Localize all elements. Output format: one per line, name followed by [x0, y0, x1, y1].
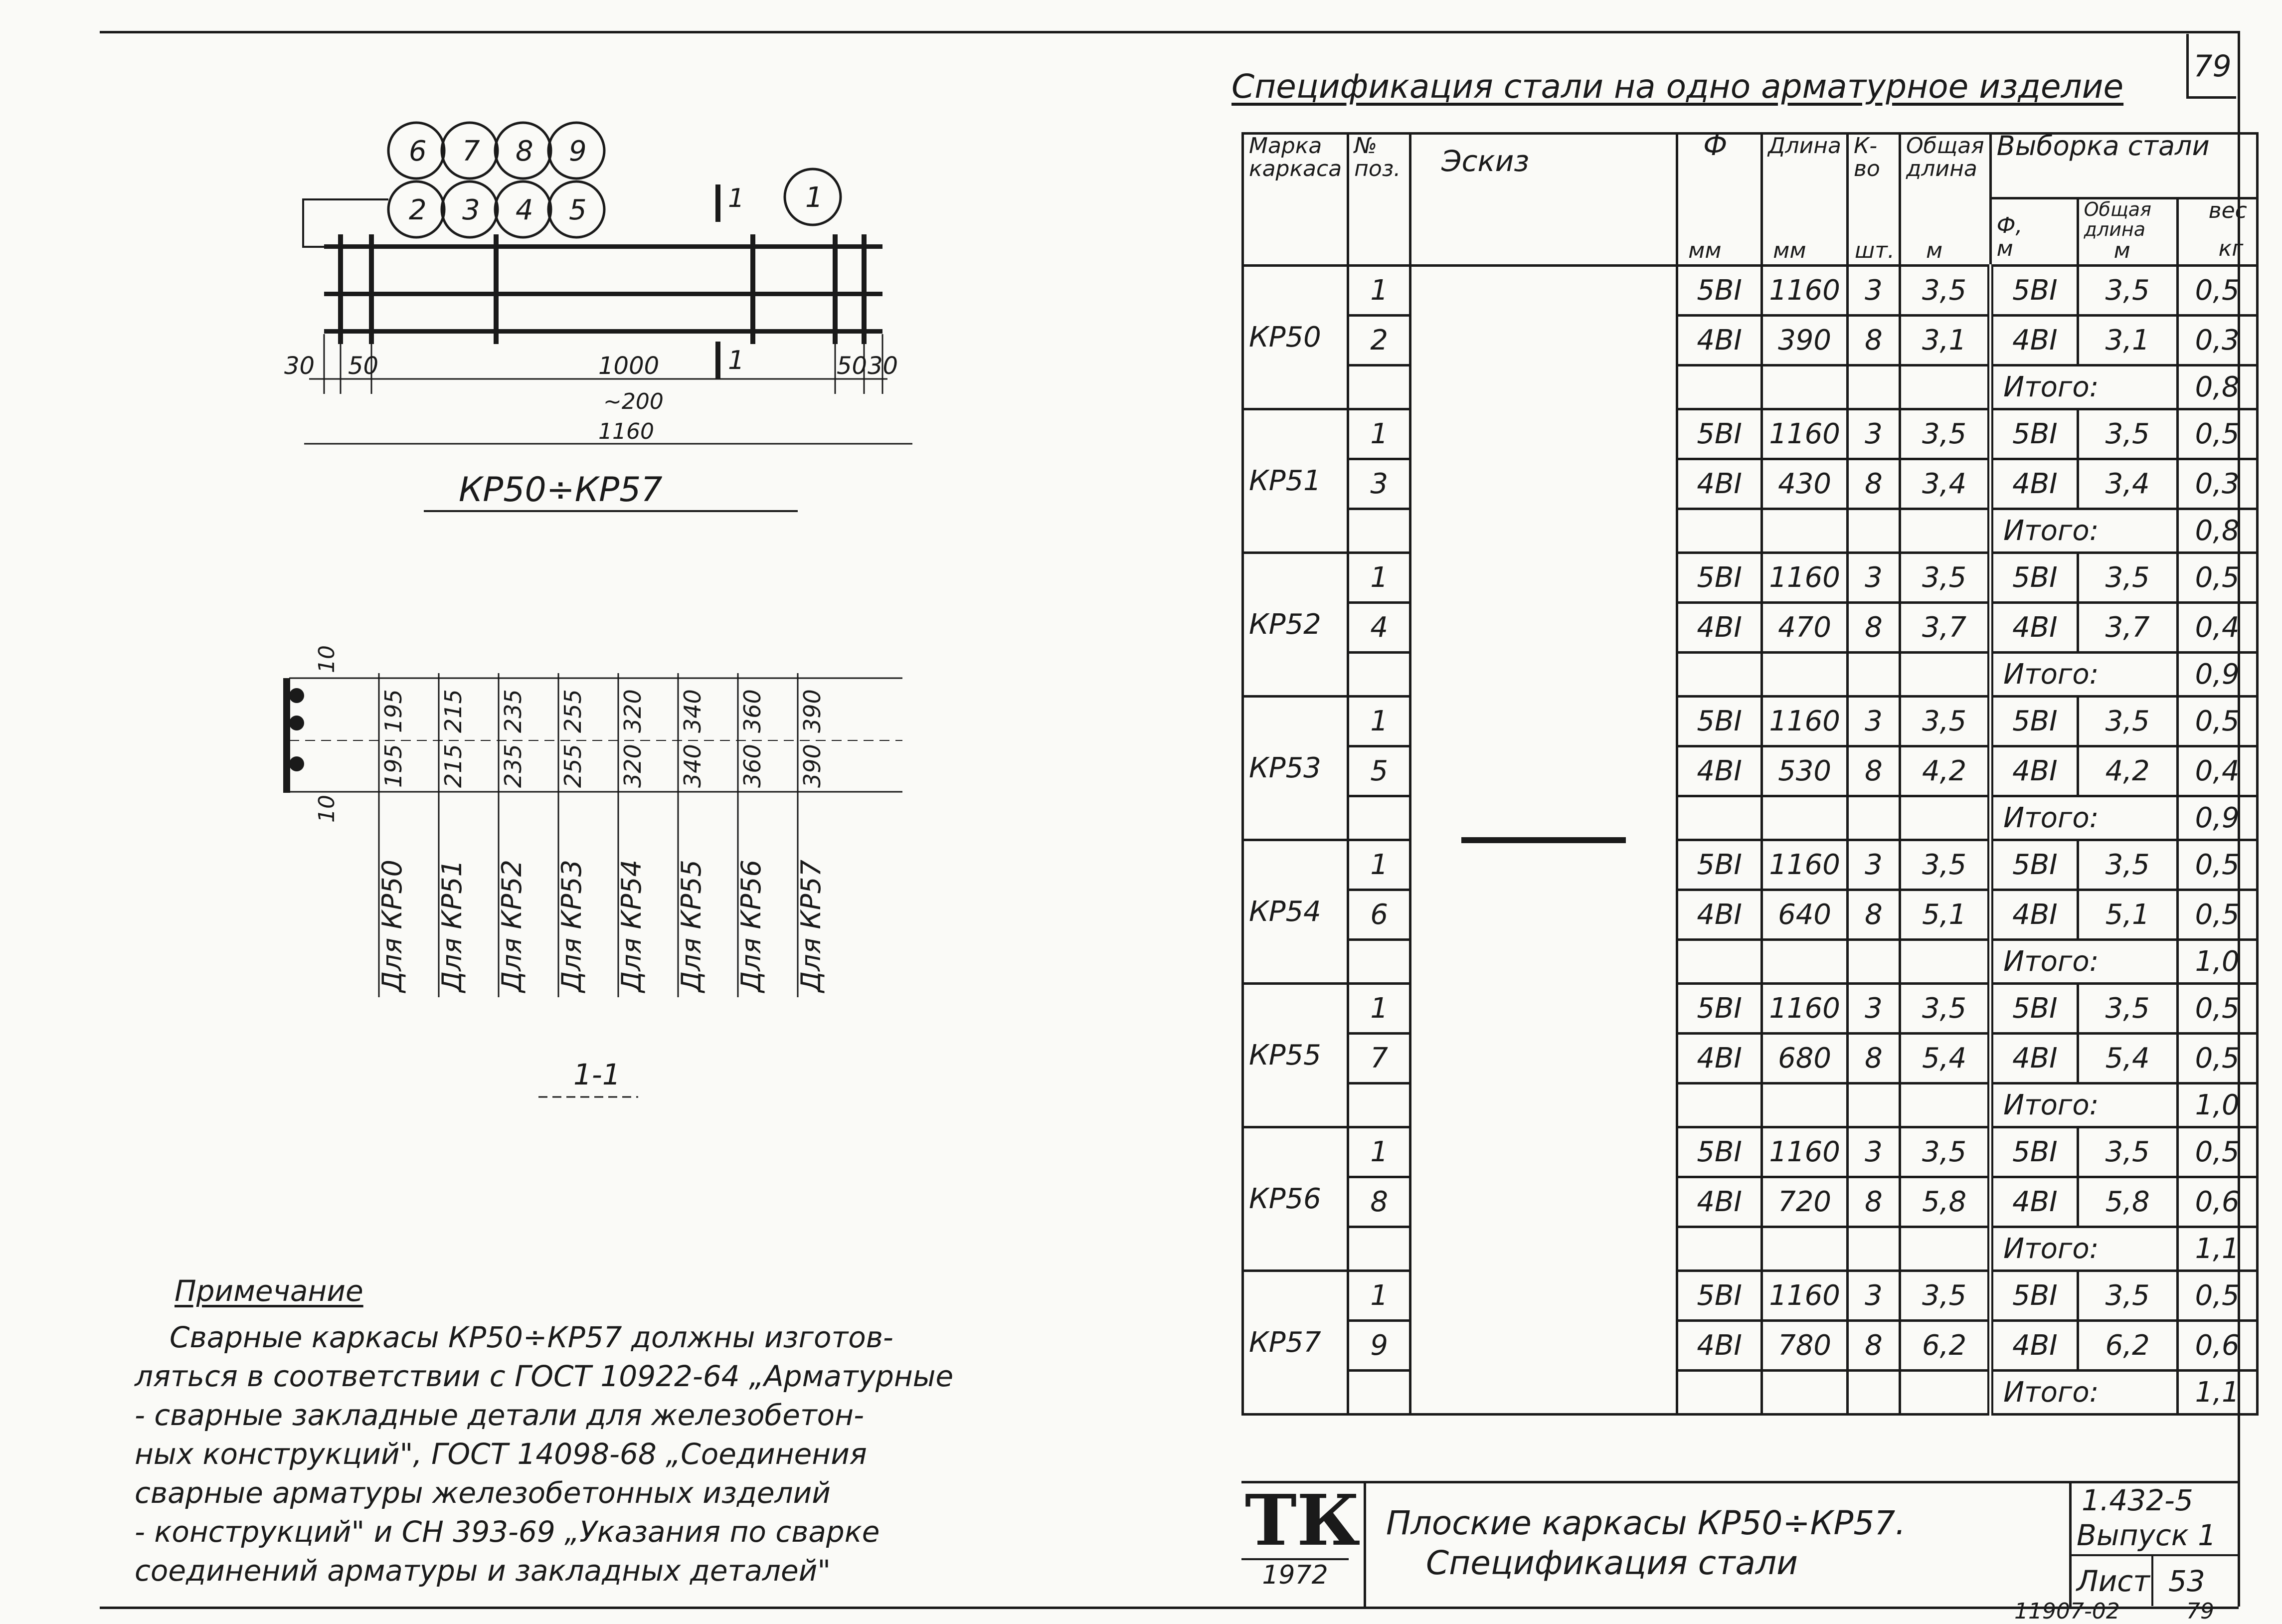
header-qty	[1847, 134, 1900, 266]
table-row	[1243, 840, 2258, 890]
header-total-unit: м	[1926, 238, 1943, 263]
cell-pos: 1	[1348, 409, 1410, 459]
group-mark: КР57	[1243, 1271, 1348, 1415]
cell-qty: 8	[1847, 890, 1900, 940]
sum-weight: 1,1	[2177, 1371, 2257, 1415]
sheet-title-line1: Плоские каркасы КР50÷КР57.	[1386, 1504, 1906, 1542]
header-s-total-label: Общая длина	[2084, 198, 2151, 240]
section-dim-10-bottom: 10	[314, 795, 340, 823]
table-row	[1243, 1034, 2258, 1083]
sum-label: Итого:	[1990, 509, 2177, 553]
col-6-label: Для КР55	[676, 860, 707, 992]
bubble-7: 7	[462, 135, 480, 168]
bubble-8: 8	[516, 135, 533, 168]
table-row	[1243, 697, 2258, 746]
sheet-label: Лист	[2072, 1556, 2153, 1606]
col-3-bottom: 235	[500, 744, 527, 788]
page-number: 79	[2193, 49, 2232, 84]
cell-pos: 7	[1348, 1034, 1410, 1083]
cell-length: 1160	[1762, 840, 1848, 890]
cell-pos: 9	[1348, 1321, 1410, 1371]
cell-length: 720	[1762, 1177, 1848, 1227]
cell-s-dia: 5ВI	[1990, 697, 2078, 746]
cell-length: 680	[1762, 1034, 1848, 1083]
cell-dia: 4ВI	[1677, 603, 1762, 653]
transverse-bars	[338, 234, 867, 344]
header-qty-unit: шт.	[1854, 238, 1895, 263]
header-dia	[1677, 130, 1762, 266]
table-row	[1243, 553, 2258, 603]
section-column-8	[795, 689, 827, 993]
cell-s-total: 3,5	[2078, 697, 2177, 746]
dim-200: ~200	[603, 389, 664, 414]
assembly-label: КР50÷КР57	[459, 470, 663, 510]
group-mark: КР56	[1243, 1127, 1348, 1271]
group-mark: КР51	[1243, 409, 1348, 553]
col-6-top: 340	[679, 689, 706, 733]
cell-s-dia: 4ВI	[1990, 459, 2078, 509]
cell-s-weight: 0,3	[2177, 316, 2257, 365]
col-7-label: Для КР56	[735, 860, 767, 992]
cell-s-weight: 0,5	[2177, 984, 2257, 1034]
cell-pos: 1	[1348, 266, 1410, 316]
col-2-top: 215	[440, 689, 467, 733]
cell-dia: 4ВI	[1677, 890, 1762, 940]
cell-dia: 4ВI	[1677, 1177, 1762, 1227]
cell-s-total: 3,5	[2078, 1127, 2177, 1177]
group-mark: КР54	[1243, 840, 1348, 984]
sum-weight: 1,1	[2177, 1227, 2257, 1271]
cell-s-total: 4,2	[2078, 746, 2177, 796]
section-drawing	[279, 633, 927, 1112]
sum-label: Итого:	[1990, 1227, 2177, 1271]
header-s-weight	[2177, 198, 2257, 266]
cell-pos: 1	[1348, 697, 1410, 746]
cell-qty: 8	[1847, 316, 1900, 365]
cell-total: 4,2	[1900, 746, 1990, 796]
header-s-weight-unit: кг	[2218, 236, 2244, 261]
cell-qty: 3	[1847, 840, 1900, 890]
cell-total: 3,5	[1900, 984, 1990, 1034]
col-7-top: 360	[739, 689, 766, 733]
dim-50-right: 50	[837, 352, 868, 380]
footer-code: 11907-02	[2014, 1599, 2120, 1624]
cell-s-total: 3,4	[2078, 459, 2177, 509]
cell-dia: 5ВI	[1677, 840, 1762, 890]
cell-s-weight: 0,5	[2177, 840, 2257, 890]
table-row	[1243, 1271, 2258, 1321]
cell-s-total: 3,7	[2078, 603, 2177, 653]
cell-s-dia: 5ВI	[1990, 266, 2078, 316]
table-row-total	[1243, 796, 2258, 840]
cell-total: 3,5	[1900, 409, 1990, 459]
cell-s-dia: 4ВI	[1990, 316, 2078, 365]
cell-pos: 3	[1348, 459, 1410, 509]
section-column-1	[376, 689, 408, 993]
col-4-bottom: 255	[559, 744, 586, 788]
header-dia-unit: мм	[1688, 238, 1722, 263]
table-row	[1243, 890, 2258, 940]
cell-total: 3,5	[1900, 840, 1990, 890]
col-2-bottom: 215	[440, 744, 467, 788]
bottom-border-line	[100, 1607, 2239, 1609]
cell-s-weight: 0,4	[2177, 603, 2257, 653]
table-row	[1243, 603, 2258, 653]
footer-page: 79	[2186, 1599, 2214, 1624]
cell-length: 430	[1762, 459, 1848, 509]
cell-total: 3,5	[1900, 1271, 1990, 1321]
cell-length: 1160	[1762, 984, 1848, 1034]
table-row	[1243, 266, 2258, 316]
cell-pos: 1	[1348, 553, 1410, 603]
cell-s-total: 3,5	[2078, 409, 2177, 459]
cell-s-dia: 4ВI	[1990, 746, 2078, 796]
cell-qty: 3	[1847, 1127, 1900, 1177]
cell-pos: 1	[1348, 1127, 1410, 1177]
table-row-total	[1243, 1371, 2258, 1415]
cell-qty: 3	[1847, 409, 1900, 459]
cell-s-dia: 5ВI	[1990, 409, 2078, 459]
header-pos: № поз.	[1348, 134, 1410, 266]
top-border-line	[100, 31, 2239, 33]
cell-s-total: 5,4	[2078, 1034, 2177, 1083]
cell-s-weight: 0,3	[2177, 459, 2257, 509]
col-8-bottom: 390	[799, 744, 826, 788]
section-column-2	[436, 689, 468, 993]
cell-pos: 1	[1348, 1271, 1410, 1321]
cell-qty: 8	[1847, 603, 1900, 653]
sum-label: Итого:	[1990, 796, 2177, 840]
cell-s-total: 5,8	[2078, 1177, 2177, 1227]
header-qty-label: К-во	[1853, 133, 1880, 181]
section-mark-bottom: 1	[728, 346, 745, 375]
cell-total: 5,1	[1900, 890, 1990, 940]
cell-total: 3,5	[1900, 697, 1990, 746]
cell-dia: 4ВI	[1677, 1034, 1762, 1083]
cell-total: 5,4	[1900, 1034, 1990, 1083]
cell-qty: 3	[1847, 697, 1900, 746]
cell-qty: 3	[1847, 1271, 1900, 1321]
table-row	[1243, 459, 2258, 509]
section-label: 1-1	[573, 1058, 621, 1091]
sum-label: Итого:	[1990, 1083, 2177, 1127]
cell-total: 3,4	[1900, 459, 1990, 509]
header-total-label: Общая длина	[1906, 133, 1984, 181]
cell-length: 1160	[1762, 1127, 1848, 1177]
cell-dia: 5ВI	[1677, 266, 1762, 316]
col-2-label: Для КР51	[436, 860, 468, 992]
logo-year: 1972	[1241, 1558, 1349, 1590]
cell-s-total: 3,1	[2078, 316, 2177, 365]
section-column-5	[616, 689, 647, 993]
cell-s-dia: 5ВI	[1990, 553, 2078, 603]
sum-weight: 0,8	[2177, 365, 2257, 409]
sum-label: Итого:	[1990, 940, 2177, 984]
note-body	[135, 1318, 1157, 1590]
cell-qty: 8	[1847, 1177, 1900, 1227]
cell-dia: 4ВI	[1677, 459, 1762, 509]
table-row	[1243, 984, 2258, 1034]
cell-s-dia: 4ВI	[1990, 1177, 2078, 1227]
dim-50-left: 50	[348, 352, 379, 380]
series-code: 1.432-5	[2082, 1483, 2193, 1517]
col-1-label: Для КР50	[376, 860, 408, 992]
table-row	[1243, 746, 2258, 796]
sum-weight: 0,9	[2177, 653, 2257, 697]
cell-pos: 2	[1348, 316, 1410, 365]
sketch-cell	[1410, 266, 1677, 1415]
cell-length: 530	[1762, 746, 1848, 796]
cell-total: 6,2	[1900, 1321, 1990, 1371]
header-s-dia-unit: м	[1996, 236, 2013, 261]
cell-s-dia: 4ВI	[1990, 1034, 2078, 1083]
cell-dia: 5ВI	[1677, 553, 1762, 603]
cell-s-dia: 4ВI	[1990, 1321, 2078, 1371]
cell-qty: 8	[1847, 459, 1900, 509]
header-dia-label: Ф	[1703, 130, 1728, 162]
table-row	[1243, 1127, 2258, 1177]
header-s-dia-label: Ф,	[1996, 213, 2023, 238]
col-3-top: 235	[500, 689, 527, 733]
dim-30-right: 30	[868, 352, 898, 380]
header-s-dia	[1990, 198, 2078, 266]
header-length-unit: мм	[1773, 238, 1806, 263]
cell-s-weight: 0,5	[2177, 1034, 2257, 1083]
cell-length: 1160	[1762, 409, 1848, 459]
cell-length: 1160	[1762, 553, 1848, 603]
col-5-label: Для КР54	[616, 860, 647, 992]
logo-cell	[1241, 1480, 1366, 1607]
table-row-total	[1243, 365, 2258, 409]
header-s-weight-label: вес	[2208, 198, 2247, 223]
cell-s-dia: 5ВI	[1990, 840, 2078, 890]
note-line: сварные арматуры железобетонных изделий	[135, 1476, 831, 1510]
bubble-4: 4	[516, 194, 533, 226]
header-total	[1900, 134, 1990, 266]
cell-s-total: 3,5	[2078, 553, 2177, 603]
cell-s-total: 3,5	[2078, 266, 2177, 316]
cell-s-total: 3,5	[2078, 1271, 2177, 1321]
cell-s-weight: 0,5	[2177, 266, 2257, 316]
cell-total: 3,1	[1900, 316, 1990, 365]
group-mark: КР55	[1243, 984, 1348, 1127]
cell-s-dia: 4ВI	[1990, 890, 2078, 940]
bubble-5: 5	[569, 194, 587, 226]
note-line: - конструкций" и СН 393-69 „Указания по сварке	[135, 1515, 880, 1549]
series-cell	[2069, 1483, 2240, 1607]
cell-s-total: 3,5	[2078, 984, 2177, 1034]
header-s-total	[2078, 198, 2177, 266]
cell-total: 3,5	[1900, 553, 1990, 603]
table-row	[1243, 1177, 2258, 1227]
cell-s-total: 3,5	[2078, 840, 2177, 890]
cell-dia: 5ВI	[1677, 1127, 1762, 1177]
cell-length: 470	[1762, 603, 1848, 653]
cell-s-dia: 5ВI	[1990, 1127, 2078, 1177]
cell-qty: 3	[1847, 266, 1900, 316]
table-row	[1243, 316, 2258, 365]
cell-s-weight: 0,4	[2177, 746, 2257, 796]
group-mark: КР52	[1243, 553, 1348, 697]
spec-table-body	[1243, 266, 2258, 1464]
note-title: Примечание	[175, 1274, 363, 1308]
col-8-label: Для КР57	[795, 860, 827, 992]
table-row-total	[1243, 1083, 2258, 1127]
cell-length: 1160	[1762, 1271, 1848, 1321]
sum-weight: 1,0	[2177, 940, 2257, 984]
cell-pos: 4	[1348, 603, 1410, 653]
cell-dia: 5ВI	[1677, 697, 1762, 746]
page-number-box	[2186, 34, 2236, 99]
logo-text: ТК	[1244, 1480, 1361, 1562]
sum-label: Итого:	[1990, 365, 2177, 409]
col-5-top: 320	[619, 689, 646, 733]
col-8-top: 390	[799, 689, 826, 733]
dim-1000: 1000	[598, 352, 660, 380]
col-7-bottom: 360	[739, 744, 766, 788]
sheet-number: 53	[2168, 1564, 2205, 1598]
sheet-title	[1386, 1503, 1906, 1583]
cell-qty: 8	[1847, 1034, 1900, 1083]
dim-1160: 1160	[598, 419, 654, 444]
frame-elevation-drawing	[259, 115, 1007, 524]
header-row	[1243, 134, 2258, 198]
cell-length: 390	[1762, 316, 1848, 365]
position-bubbles	[388, 123, 841, 237]
table-row-total	[1243, 1227, 2258, 1271]
cell-s-dia: 4ВI	[1990, 603, 2078, 653]
cell-length: 640	[1762, 890, 1848, 940]
cell-dia: 5ВI	[1677, 409, 1762, 459]
cell-total: 3,5	[1900, 1127, 1990, 1177]
cell-s-weight: 0,5	[2177, 1127, 2257, 1177]
note-line: Сварные каркасы КР50÷КР57 должны изготов-	[170, 1320, 893, 1354]
sum-weight: 0,9	[2177, 796, 2257, 840]
cell-length: 1160	[1762, 697, 1848, 746]
cell-pos: 6	[1348, 890, 1410, 940]
header-sketch: Эскиз	[1410, 134, 1677, 266]
cell-s-total: 6,2	[2078, 1321, 2177, 1371]
issue-number: Выпуск 1	[2072, 1518, 2240, 1556]
section-column-6	[676, 689, 707, 993]
col-4-label: Для КР53	[556, 860, 587, 992]
cell-total: 3,5	[1900, 266, 1990, 316]
section-mark-top: 1	[728, 183, 745, 213]
header-length-label: Длина	[1768, 133, 1841, 159]
cell-total: 3,7	[1900, 603, 1990, 653]
bubble-9: 9	[569, 135, 587, 168]
section-column-7	[735, 689, 767, 993]
sum-weight: 1,0	[2177, 1083, 2257, 1127]
cell-dia: 4ВI	[1677, 316, 1762, 365]
sheet-title-line2: Спецификация стали	[1426, 1544, 1798, 1582]
cell-s-weight: 0,5	[2177, 553, 2257, 603]
note-line: ных конструкций", ГОСТ 14098-68 „Соединения	[135, 1437, 867, 1471]
cell-s-weight: 0,6	[2177, 1177, 2257, 1227]
cell-total: 5,8	[1900, 1177, 1990, 1227]
spec-table	[1241, 132, 2259, 1464]
header-s-total-unit: м	[2113, 238, 2130, 263]
cell-s-weight: 0,5	[2177, 1271, 2257, 1321]
cell-s-weight: 0,5	[2177, 697, 2257, 746]
cell-dia: 5ВI	[1677, 1271, 1762, 1321]
col-1-bottom: 195	[380, 744, 407, 788]
sum-weight: 0,8	[2177, 509, 2257, 553]
cell-qty: 8	[1847, 1321, 1900, 1371]
note-line: ляться в соответствии с ГОСТ 10922-64 „Арматурные	[135, 1359, 954, 1393]
cell-s-weight: 0,5	[2177, 890, 2257, 940]
longitudinal-bars	[324, 244, 882, 334]
title-block	[1241, 1481, 2240, 1607]
col-1-top: 195	[380, 689, 407, 733]
table-row-total	[1243, 509, 2258, 553]
table-row-total	[1243, 940, 2258, 984]
col-6-bottom: 340	[679, 744, 706, 788]
note-line: соединений арматуры и закладных деталей"	[135, 1554, 831, 1588]
note-block	[135, 1274, 1157, 1590]
section-column-4	[556, 689, 587, 993]
spec-title: Спецификация стали на одно арматурное изделие	[1231, 67, 2124, 106]
header-length	[1762, 134, 1848, 266]
header-mark: Марка каркаса	[1243, 134, 1348, 266]
cell-length: 1160	[1762, 266, 1848, 316]
cell-s-weight: 0,6	[2177, 1321, 2257, 1371]
note-line: - сварные закладные детали для железобетон-	[135, 1398, 864, 1432]
section-dim-10-top: 10	[314, 645, 340, 673]
table-row	[1243, 409, 2258, 459]
cell-qty: 8	[1847, 746, 1900, 796]
col-3-label: Для КР52	[496, 860, 527, 992]
cell-s-dia: 5ВI	[1990, 1271, 2078, 1321]
table-row	[1243, 1321, 2258, 1371]
bubble-6: 6	[409, 135, 427, 168]
cell-qty: 3	[1847, 984, 1900, 1034]
sketch-bar	[1461, 837, 1626, 843]
cell-s-dia: 5ВI	[1990, 984, 2078, 1034]
bubble-1: 1	[805, 181, 823, 214]
group-mark: КР53	[1243, 697, 1348, 840]
cell-length: 780	[1762, 1321, 1848, 1371]
cell-s-weight: 0,5	[2177, 409, 2257, 459]
cell-dia: 4ВI	[1677, 746, 1762, 796]
cell-pos: 5	[1348, 746, 1410, 796]
header-sample: Выборка стали	[1990, 134, 2257, 198]
cell-dia: 4ВI	[1677, 1321, 1762, 1371]
bubble-3: 3	[462, 194, 480, 226]
cell-pos: 1	[1348, 984, 1410, 1034]
col-5-bottom: 320	[619, 744, 646, 788]
group-mark: КР50	[1243, 266, 1348, 409]
cell-s-total: 5,1	[2078, 890, 2177, 940]
col-4-top: 255	[559, 689, 586, 733]
sum-label: Итого:	[1990, 1371, 2177, 1415]
table-row-total	[1243, 653, 2258, 697]
cell-pos: 1	[1348, 840, 1410, 890]
section-column-3	[496, 689, 527, 993]
cell-dia: 5ВI	[1677, 984, 1762, 1034]
dim-30-left: 30	[284, 352, 315, 380]
cell-pos: 8	[1348, 1177, 1410, 1227]
bubble-2: 2	[409, 194, 427, 226]
sum-label: Итого:	[1990, 653, 2177, 697]
cell-qty: 3	[1847, 553, 1900, 603]
